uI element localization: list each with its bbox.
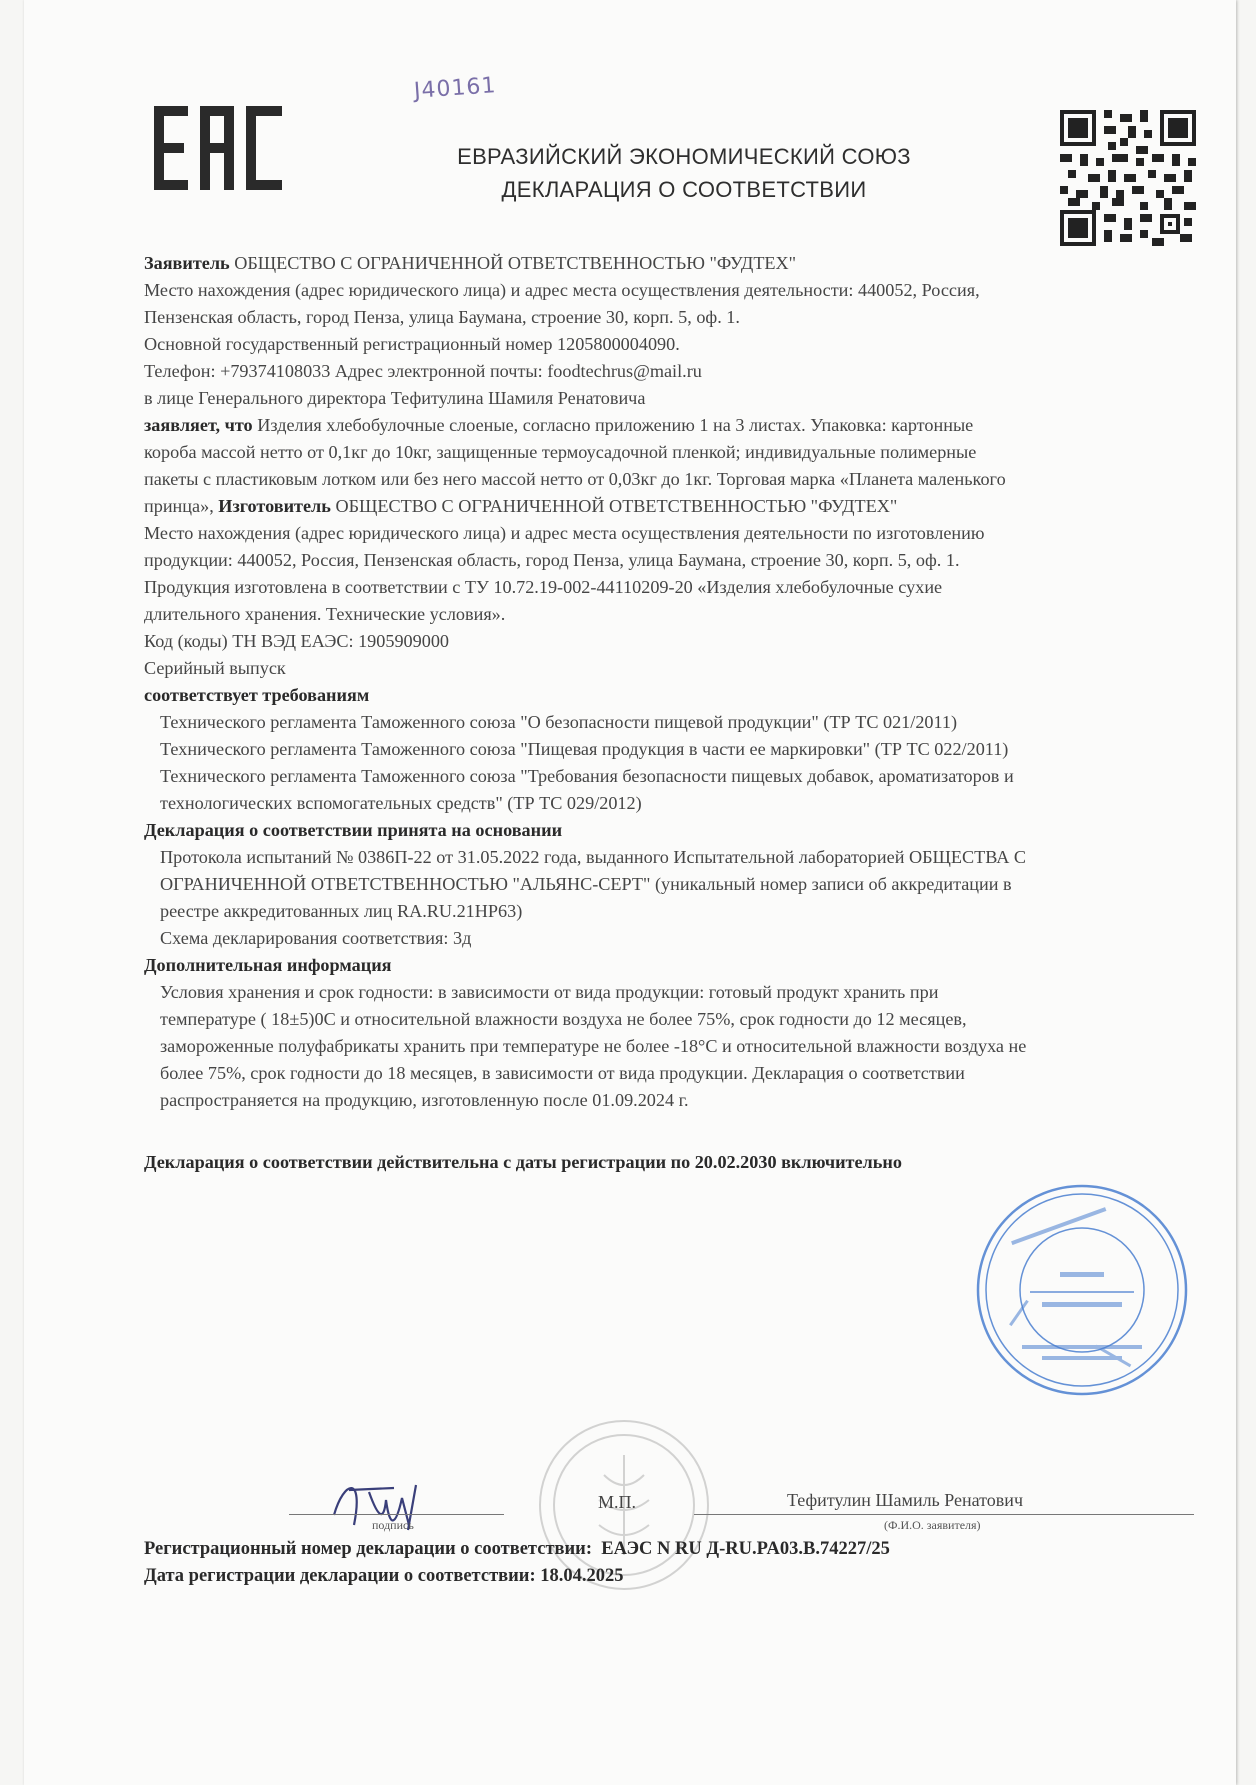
- serial-release: Серийный выпуск: [144, 658, 286, 678]
- registration-date: 18.04.2025: [540, 1566, 624, 1586]
- registration-date-label: Дата регистрации декларации о соответствии:: [144, 1566, 536, 1586]
- document-page: [24, 0, 1236, 1785]
- applicant-address-1: Место нахождения (адрес юридического лица) и адрес места осуществления деятельности: 440052, Россия,: [144, 280, 980, 300]
- requirement-item-1: Технического регламента Таможенного союза "О безопасности пищевой продукции" (ТР ТС 021/2011): [160, 712, 958, 732]
- applicant-representative: в лице Генерального директора Тефитулина Шамиля Ренатовича: [144, 388, 646, 408]
- product-spec-2: длительного хранения. Технические условия».: [144, 604, 506, 624]
- requirement-item-3a: Технического регламента Таможенного союза "Требования безопасности пищевых добавок, ароматизаторов и: [160, 766, 1014, 786]
- header-declaration-title: ДЕКЛАРАЦИЯ О СООТВЕТСТВИИ: [501, 177, 867, 202]
- document-header: [384, 140, 984, 206]
- declares-line-4: [144, 493, 1174, 520]
- declares-line-3: пакеты с пластиковым лотком или без него массой нетто от 0,03кг до 1кг. Торговая марка «Планета маленького: [144, 469, 1006, 489]
- declaration-scheme: Схема декларирования соответствия: 3д: [160, 928, 472, 948]
- declares-line-1: [144, 412, 1174, 439]
- applicant-line: [144, 250, 1174, 277]
- declares-label: заявляет, что: [144, 415, 253, 435]
- manufacturer-label: Изготовитель: [218, 496, 331, 516]
- additional-heading: Дополнительная информация: [144, 955, 392, 975]
- product-spec-1: Продукция изготовлена в соответствии с ТУ 10.72.19-002-44110209-20 «Изделия хлебобулочные сухие: [144, 577, 943, 597]
- additional-line-3: замороженные полуфабрикаты хранить при температуре не более -18°С и относительной влажности воздуха не: [160, 1036, 1027, 1056]
- seal-place-mp: М.П.: [598, 1492, 637, 1512]
- manufacturer-address-1: Место нахождения (адрес юридического лица) и адрес места осуществления деятельности по изготовлению: [144, 523, 985, 543]
- basis-heading: Декларация о соответствии принята на основании: [144, 820, 563, 840]
- registration-number: ЕАЭС N RU Д-RU.PA03.B.74227/25: [601, 1539, 890, 1559]
- additional-line-2: температуре ( 18±5)0С и относительной влажности воздуха не более 75%, срок годности до 12 месяцев,: [160, 1009, 967, 1029]
- registration-number-line: [144, 1536, 890, 1563]
- declares-line-2: короба массой нетто от 0,1кг до 10кг, защищенные термоусадочной пленкой; индивидуальные полимерные: [144, 442, 977, 462]
- requirements-heading: соответствует требованиям: [144, 685, 370, 705]
- signature-caption: подпись: [372, 1518, 414, 1532]
- registration-block: [144, 1536, 890, 1590]
- basis-line-3: реестре аккредитованных лиц RA.RU.21НР63): [160, 901, 523, 921]
- applicant-label: Заявитель: [144, 253, 230, 273]
- header-union-title: ЕВРАЗИЙСКИЙ ЭКОНОМИЧЕСКИЙ СОЮЗ: [457, 144, 911, 169]
- qr-code-icon: [1060, 110, 1196, 246]
- applicant-contacts: Телефон: +79374108033 Адрес электронной почты: foodtechrus@mail.ru: [144, 361, 702, 381]
- manufacturer-address-2: продукции: 440052, Россия, Пензенская область, город Пенза, улица Баумана, строение 30, корп. 5, оф. 1.: [144, 550, 960, 570]
- manufacturer-name: ОБЩЕСТВО С ОГРАНИЧЕННОЙ ОТВЕТСТВЕННОСТЬЮ "ФУДТЕХ": [330, 496, 898, 516]
- eac-logo-icon: [154, 106, 284, 190]
- validity-statement: Декларация о соответствии действительна с даты регистрации по 20.02.2030 включительно: [144, 1152, 902, 1172]
- additional-line-1: Условия хранения и срок годности: в зависимости от вида продукции: готовый продукт хранить при: [160, 982, 939, 1002]
- handwritten-note: J40161: [413, 73, 498, 104]
- hs-code: Код (коды) ТН ВЭД ЕАЭС: 1905909000: [144, 631, 450, 651]
- requirement-item-3b: технологических вспомогательных средств" (ТР ТС 029/2012): [160, 793, 642, 813]
- applicant-name: ОБЩЕСТВО С ОГРАНИЧЕННОЙ ОТВЕТСТВЕННОСТЬЮ "ФУДТЕХ": [229, 253, 797, 273]
- declares-text-1: Изделия хлебобулочные слоеные, согласно приложению 1 на 3 листах. Упаковка: картонные: [252, 415, 974, 435]
- declares-text-4: принца»,: [144, 496, 219, 516]
- registration-date-line: [144, 1563, 890, 1590]
- additional-line-5: распространяется на продукцию, изготовленную после 01.09.2024 г.: [160, 1090, 689, 1110]
- requirement-item-2: Технического регламента Таможенного союза "Пищевая продукция в части ее маркировки" (ТР ТС 022/2011): [160, 739, 1009, 759]
- applicant-ogrn: Основной государственный регистрационный номер 1205800004090.: [144, 334, 680, 354]
- signer-caption: (Ф.И.О. заявителя): [884, 1518, 981, 1532]
- round-stamp-icon: [972, 1180, 1192, 1400]
- signer-name: Тефитулин Шамиль Ренатович: [787, 1490, 1023, 1510]
- registration-number-label: Регистрационный номер декларации о соответствии:: [144, 1539, 593, 1559]
- additional-line-4: более 75%, срок годности до 18 месяцев, в зависимости от вида продукции. Декларация о соответствии: [160, 1063, 965, 1083]
- declaration-body: [144, 250, 1174, 1176]
- applicant-address-2: Пензенская область, город Пенза, улица Баумана, строение 30, корп. 5, оф. 1.: [144, 307, 740, 327]
- basis-line-1: Протокола испытаний № 0386П-22 от 31.05.2022 года, выданного Испытательной лабораторией ОБЩЕСТВА С: [160, 847, 1027, 867]
- basis-line-2: ОГРАНИЧЕННОЙ ОТВЕТСТВЕННОСТЬЮ "АЛЬЯНС-СЕРТ" (уникальный номер записи об аккредитации в: [160, 874, 1012, 894]
